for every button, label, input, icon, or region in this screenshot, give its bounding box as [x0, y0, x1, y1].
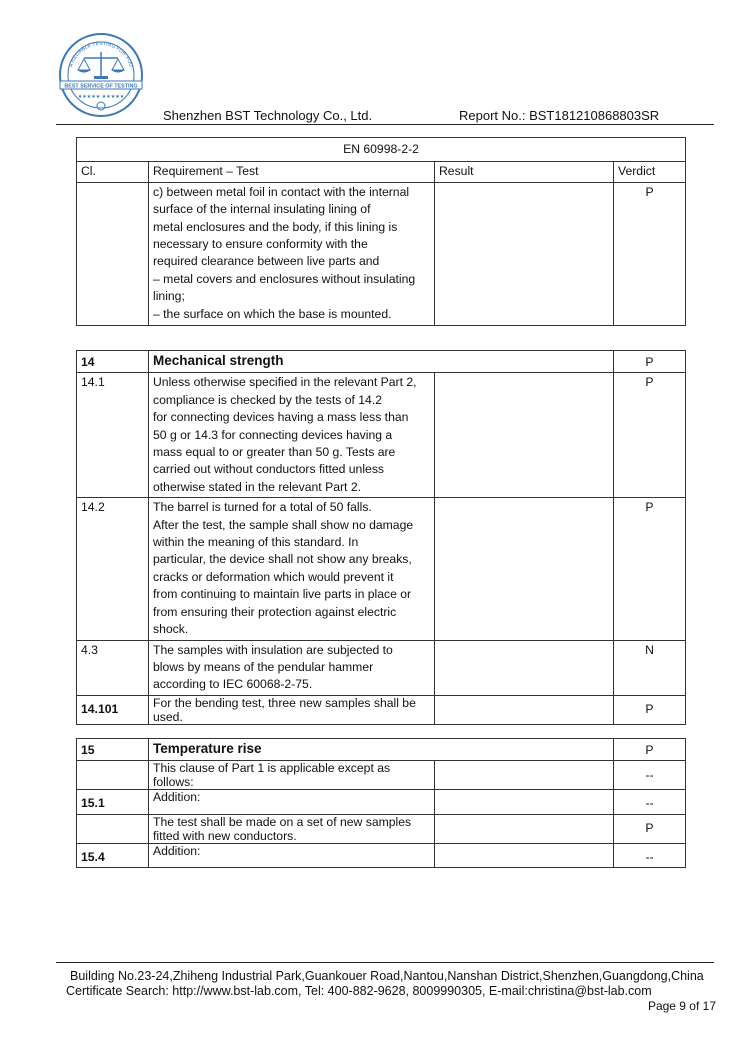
result-cell [435, 640, 614, 695]
requirement-line: c) between metal foil in contact with the internal [153, 184, 410, 199]
requirement-line: This clause of Part 1 is applicable except as [153, 761, 391, 776]
requirement-cell [149, 182, 435, 325]
company-name: Shenzhen BST Technology Co., Ltd. [163, 108, 373, 123]
requirement-line: 50 g or 14.3 for connecting devices having a [153, 427, 393, 442]
result-cell [435, 498, 614, 640]
section-verdict: P [614, 739, 686, 761]
requirement-line: necessary to ensure conformity with the [153, 237, 368, 252]
svg-text:A RELIABLE TESTING FOR YOU: A RELIABLE TESTING FOR YOU [68, 40, 134, 68]
section-title: Mechanical strength [149, 351, 614, 373]
section-row [77, 739, 686, 761]
verdict-cell: -- [614, 843, 686, 867]
col-header-result: Result [435, 162, 614, 182]
requirement-line: The barrel is turned for a total of 50 falls. [153, 500, 372, 515]
requirement-line: lining; [153, 289, 185, 304]
table-row [77, 640, 686, 695]
requirement-cell [149, 498, 435, 640]
result-cell [435, 814, 614, 843]
requirement-line: compliance is checked by the tests of 14.2 [153, 392, 382, 407]
clause-cell: 15.1 [77, 790, 149, 814]
table-row [77, 790, 686, 814]
table-row [77, 373, 686, 498]
standard-title: EN 60998-2-2 [77, 138, 686, 162]
clause-cell: 15.4 [77, 843, 149, 867]
verdict-cell: P [614, 498, 686, 640]
verdict-cell: P [614, 695, 686, 724]
verdict-cell: -- [614, 790, 686, 814]
requirement-line: carried out without conductors fitted unless [153, 462, 385, 477]
requirement-line: surface of the internal insulating lining of [153, 202, 371, 217]
result-cell [435, 790, 614, 814]
requirement-line: – metal covers and enclosures without insulating [153, 271, 416, 286]
verdict-cell: P [614, 182, 686, 325]
table-row [77, 695, 686, 724]
clause-cell [77, 814, 149, 843]
requirement-line: The samples with insulation are subjected to [153, 642, 393, 657]
requirement-line: For the bending test, three new samples shall be [153, 695, 416, 710]
requirement-line: Unless otherwise specified in the relevant Part 2, [153, 375, 417, 390]
requirement-cell [149, 640, 435, 695]
requirement-line: particular, the device shall not show any breaks, [153, 552, 412, 567]
svg-text:BEST SERVICE OF TESTING: BEST SERVICE OF TESTING [64, 83, 138, 90]
table-header-row [77, 162, 686, 182]
requirements-table-3 [76, 738, 686, 868]
requirement-line: from continuing to maintain live parts in place or [153, 587, 412, 602]
col-header-requirement: Requirement – Test [149, 162, 435, 182]
requirement-line: used. [153, 709, 183, 724]
section-clause: 15 [77, 739, 149, 761]
table-row [77, 182, 686, 325]
requirement-line: Addition: [153, 790, 201, 805]
requirement-line: according to IEC 60068-2-75. [153, 677, 313, 692]
section-verdict: P [614, 351, 686, 373]
requirement-cell [149, 695, 435, 724]
verdict-cell: P [614, 814, 686, 843]
requirements-table-2 [76, 350, 686, 725]
clause-cell: 4.3 [77, 640, 149, 695]
table-row [77, 498, 686, 640]
requirement-line: for connecting devices having a mass less than [153, 410, 409, 425]
clause-cell [77, 761, 149, 790]
verdict-cell: -- [614, 761, 686, 790]
result-cell [435, 695, 614, 724]
col-header-verdict: Verdict [614, 162, 686, 182]
verdict-cell: P [614, 373, 686, 498]
svg-text:★★★★★ ★★★★★: ★★★★★ ★★★★★ [77, 94, 125, 100]
footer-divider [56, 962, 714, 963]
requirement-line: cracks or deformation which would prevent it [153, 569, 394, 584]
footer-contact: Certificate Search: http://www.bst-lab.com, Tel: 400-882-9628, 8009990305, E-mail:christina@bst-lab.com [66, 984, 652, 998]
clause-cell: 14.1 [77, 373, 149, 498]
requirement-line: blows by means of the pendular hammer [153, 659, 374, 674]
requirement-line: required clearance between live parts and [153, 254, 380, 269]
table-row [77, 843, 686, 867]
result-cell [435, 761, 614, 790]
section-title: Temperature rise [149, 739, 614, 761]
page-number: Page 9 of 17 [647, 999, 716, 1013]
section-clause: 14 [77, 351, 149, 373]
result-cell [435, 843, 614, 867]
result-cell [435, 373, 614, 498]
col-header-clause: Cl. [77, 162, 149, 182]
requirement-line: fitted with new conductors. [153, 828, 297, 843]
requirement-line: – the surface on which the base is mounted. [153, 306, 392, 321]
requirement-line: Addition: [153, 843, 201, 858]
requirement-line: follows: [153, 775, 194, 790]
requirement-line: The test shall be made on a set of new samples [153, 814, 412, 829]
clause-cell: 14.2 [77, 498, 149, 640]
requirement-line: from ensuring their protection against electric [153, 604, 397, 619]
requirements-table-1 [76, 137, 686, 326]
verdict-cell: N [614, 640, 686, 695]
requirement-line: After the test, the sample shall show no damage [153, 517, 414, 532]
requirement-cell [149, 814, 435, 843]
requirement-cell [149, 373, 435, 498]
table-row [77, 761, 686, 790]
header-divider [56, 124, 714, 125]
requirement-line: otherwise stated in the relevant Part 2. [153, 479, 361, 494]
footer-address: Building No.23-24,Zhiheng Industrial Park,Guankouer Road,Nantou,Nanshan District,Shenzhen,Guangdong,China [70, 969, 704, 983]
requirement-cell [149, 790, 435, 814]
section-row [77, 351, 686, 373]
requirement-cell [149, 761, 435, 790]
requirement-cell [149, 843, 435, 867]
requirement-line: within the meaning of this standard. In [153, 535, 359, 550]
requirement-line: shock. [153, 622, 189, 637]
requirement-line: metal enclosures and the body, if this lining is [153, 219, 398, 234]
report-number: Report No.: BST181210868803SR [459, 108, 660, 123]
clause-cell [77, 182, 149, 325]
table-row [77, 814, 686, 843]
clause-cell: 14.101 [77, 695, 149, 724]
result-cell [435, 182, 614, 325]
bst-logo [58, 32, 144, 118]
requirement-line: mass equal to or greater than 50 g. Tests are [153, 445, 396, 460]
